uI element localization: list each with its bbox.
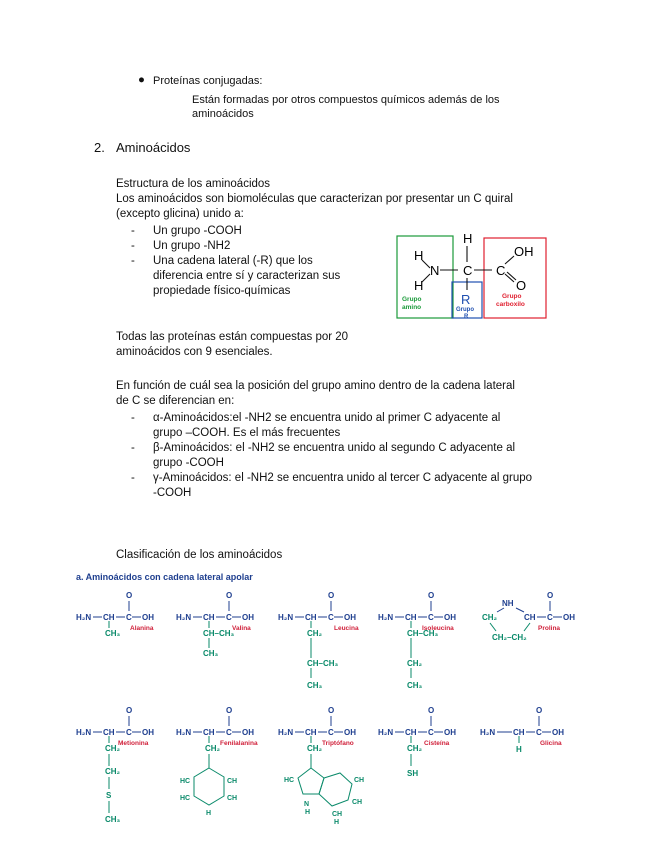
svg-text:CH–CH₃: CH–CH₃	[203, 629, 235, 638]
conjugated-desc-1: Están formadas por otros compuestos químicos además de los	[192, 94, 500, 106]
structure-line-1: Los aminoácidos son biomoléculas que caracterizan por presentar un C quiral	[116, 193, 513, 205]
total-line-1: Todas las proteínas están compuestas por 20	[116, 331, 349, 343]
svg-text:H₂N: H₂N	[76, 613, 92, 622]
svg-text:CH₃: CH₃	[105, 629, 121, 638]
svg-text:HC: HC	[284, 777, 295, 784]
svg-text:CH₂: CH₂	[482, 613, 498, 622]
svg-text:OH: OH	[444, 613, 456, 622]
svg-text:C: C	[226, 728, 232, 737]
svg-text:O: O	[547, 591, 554, 600]
prolina-label: Prolina	[538, 625, 561, 632]
svg-text:C: C	[536, 728, 542, 737]
svg-text:C: C	[428, 613, 434, 622]
isoleucina-label: Isoleucina	[422, 625, 454, 632]
svg-text:OH: OH	[552, 728, 564, 737]
r-label-2: R	[464, 314, 469, 320]
triptofano-structure	[278, 706, 364, 826]
h-left-top: H	[414, 248, 424, 263]
svg-text:OH: OH	[344, 613, 356, 622]
svg-text:H: H	[334, 819, 340, 826]
conjugated-proteins-bullet: Proteínas conjugadas:	[153, 75, 263, 87]
list-item-cont: grupo -COOH	[153, 457, 224, 469]
svg-text:CH: CH	[352, 799, 363, 806]
svg-text:C: C	[126, 613, 132, 622]
svg-text:C: C	[226, 613, 232, 622]
fenilalanina-structure	[176, 706, 258, 817]
svg-text:CH–CH₃: CH–CH₃	[407, 629, 439, 638]
position-line-2: de C se diferencian en:	[116, 395, 235, 407]
structure-heading: Estructura de los aminoácidos	[116, 178, 271, 190]
svg-text:O: O	[328, 591, 335, 600]
svg-text:H₂N: H₂N	[480, 728, 496, 737]
h-top: H	[463, 231, 473, 246]
svg-text:CH: CH	[103, 728, 115, 737]
svg-text:H: H	[516, 745, 522, 754]
list-item: - Un grupo -NH2	[131, 240, 231, 252]
svg-text:H₂N: H₂N	[378, 728, 394, 737]
svg-text:CH₃: CH₃	[203, 649, 219, 658]
amino-acid-classification-figure	[72, 568, 582, 846]
svg-text:CH₂: CH₂	[307, 744, 323, 753]
svg-text:H: H	[305, 809, 311, 816]
svg-text:CH: CH	[513, 728, 525, 737]
svg-text:H₂N: H₂N	[176, 613, 192, 622]
svg-text:CH₂: CH₂	[105, 767, 121, 776]
isoleucina-structure	[378, 591, 456, 690]
o-atom: O	[516, 278, 527, 293]
svg-text:C: C	[428, 728, 434, 737]
svg-text:CH: CH	[203, 613, 215, 622]
structure-line-2: (excepto glicina) unido a:	[116, 208, 244, 220]
list-item: - β-Aminoácidos: el -NH2 se encuentra unido al segundo C adyacente al	[131, 442, 516, 454]
valina-structure	[176, 591, 254, 658]
svg-text:C: C	[126, 728, 132, 737]
section-number: 2.	[94, 140, 105, 155]
svg-text:CH–CH₃: CH–CH₃	[307, 659, 339, 668]
svg-text:CH: CH	[227, 778, 238, 785]
leucina-structure	[278, 591, 359, 690]
list-item: - α-Aminoácidos:el -NH2 se encuentra unido al primer C adyacente al	[131, 412, 501, 424]
svg-text:OH: OH	[242, 613, 254, 622]
list-item: - γ-Aminoácidos: el -NH2 se encuentra unido al tercer C adyacente al grupo	[131, 472, 533, 484]
list-item-cont: -COOH	[153, 487, 192, 499]
structure-list	[131, 224, 340, 299]
svg-text:CH: CH	[305, 613, 317, 622]
carboxyl-carbon: C	[496, 263, 506, 278]
svg-text:O: O	[428, 706, 435, 715]
svg-text:O: O	[226, 591, 233, 600]
svg-text:H: H	[206, 810, 212, 817]
svg-text:CH: CH	[332, 811, 343, 818]
svg-text:O: O	[536, 706, 543, 715]
svg-text:OH: OH	[142, 613, 154, 622]
svg-text:C: C	[328, 728, 334, 737]
svg-text:CH: CH	[405, 613, 417, 622]
svg-text:CH: CH	[305, 728, 317, 737]
cisteina-structure	[378, 706, 456, 778]
glicina-structure	[480, 706, 564, 754]
svg-text:H₂N: H₂N	[278, 613, 294, 622]
list-item: - Una cadena lateral (-R) que los	[131, 255, 313, 267]
alpha-carbon: C	[463, 263, 473, 278]
svg-text:CH: CH	[203, 728, 215, 737]
svg-text:CH₂: CH₂	[307, 629, 323, 638]
svg-text:OH: OH	[242, 728, 254, 737]
svg-text:CH: CH	[227, 795, 238, 802]
svg-text:HC: HC	[180, 778, 191, 785]
conjugated-desc-2: aminoácidos	[192, 108, 254, 120]
carboxyl-label-1: Grupo	[502, 293, 522, 300]
svg-text:H₂N: H₂N	[378, 613, 394, 622]
svg-text:H₂N: H₂N	[76, 728, 92, 737]
svg-text:CH₃: CH₃	[407, 681, 423, 690]
metionina-label: Metionina	[118, 740, 149, 747]
svg-text:CH: CH	[524, 613, 536, 622]
svg-text:CH₃: CH₃	[307, 681, 323, 690]
figure-title: a. Aminoácidos con cadena lateral apolar	[76, 572, 253, 582]
svg-text:O: O	[126, 706, 133, 715]
svg-text:CH: CH	[354, 777, 365, 784]
alanina-structure	[76, 591, 154, 638]
svg-text:C: C	[328, 613, 334, 622]
svg-text:CH: CH	[103, 613, 115, 622]
svg-text:NH: NH	[502, 599, 514, 608]
svg-text:CH₂–CH₂: CH₂–CH₂	[492, 633, 527, 642]
svg-text:CH₂: CH₂	[105, 744, 121, 753]
svg-text:OH: OH	[344, 728, 356, 737]
svg-text:O: O	[328, 706, 335, 715]
svg-text:CH₂: CH₂	[205, 744, 221, 753]
amino-label-1: Grupo	[402, 296, 422, 303]
svg-text:CH₂: CH₂	[407, 659, 423, 668]
leucina-label: Leucina	[334, 625, 359, 632]
svg-text:CH: CH	[405, 728, 417, 737]
svg-text:N: N	[304, 801, 310, 808]
amino-acid-structure-diagram	[392, 226, 552, 322]
bullet-dot: ●	[138, 74, 145, 86]
svg-text:OH: OH	[142, 728, 154, 737]
svg-text:OH: OH	[444, 728, 456, 737]
svg-text:S: S	[106, 791, 112, 800]
r-atom: R	[461, 292, 471, 307]
list-item-cont: diferencia entre sí y caracterizan sus	[153, 270, 341, 282]
svg-text:SH: SH	[407, 769, 419, 778]
valina-label: Valina	[232, 625, 251, 632]
prolina-structure	[482, 591, 575, 642]
list-item-cont: propiedade físico-químicas	[153, 285, 291, 297]
list-item: - Un grupo -COOH	[131, 225, 242, 237]
svg-text:HC: HC	[180, 795, 191, 802]
list-item-cont: grupo –COOH. Es el más frecuentes	[153, 427, 341, 439]
r-label-1: Grupo	[456, 307, 474, 313]
svg-text:O: O	[428, 591, 435, 600]
svg-text:CH₂: CH₂	[407, 744, 423, 753]
svg-text:OH: OH	[563, 613, 575, 622]
classification-heading: Clasificación de los aminoácidos	[116, 549, 283, 561]
carboxyl-label-2: carboxilo	[496, 301, 525, 308]
svg-text:CH₃: CH₃	[105, 815, 121, 824]
glicina-label: Glicina	[540, 740, 562, 747]
total-line-2: aminoácidos con 9 esenciales.	[116, 346, 273, 358]
h-left-bottom: H	[414, 278, 424, 293]
position-list	[131, 411, 532, 501]
svg-text:O: O	[226, 706, 233, 715]
metionina-structure	[76, 706, 154, 824]
triptofano-label: Triptófano	[322, 740, 354, 747]
alanina-label: Alanina	[130, 625, 154, 632]
svg-text:H₂N: H₂N	[278, 728, 294, 737]
amino-label-2: amino	[402, 304, 422, 311]
svg-text:O: O	[126, 591, 133, 600]
fenilalanina-label: Fenilalanina	[220, 740, 258, 747]
svg-text:C: C	[547, 613, 553, 622]
svg-text:H₂N: H₂N	[176, 728, 192, 737]
cisteina-label: Cisteína	[424, 740, 450, 747]
section-title: Aminoácidos	[116, 140, 191, 155]
n-atom: N	[430, 263, 440, 278]
oh-group: OH	[514, 244, 534, 259]
position-line-1: En función de cuál sea la posición del grupo amino dentro de la cadena lateral	[116, 380, 515, 392]
